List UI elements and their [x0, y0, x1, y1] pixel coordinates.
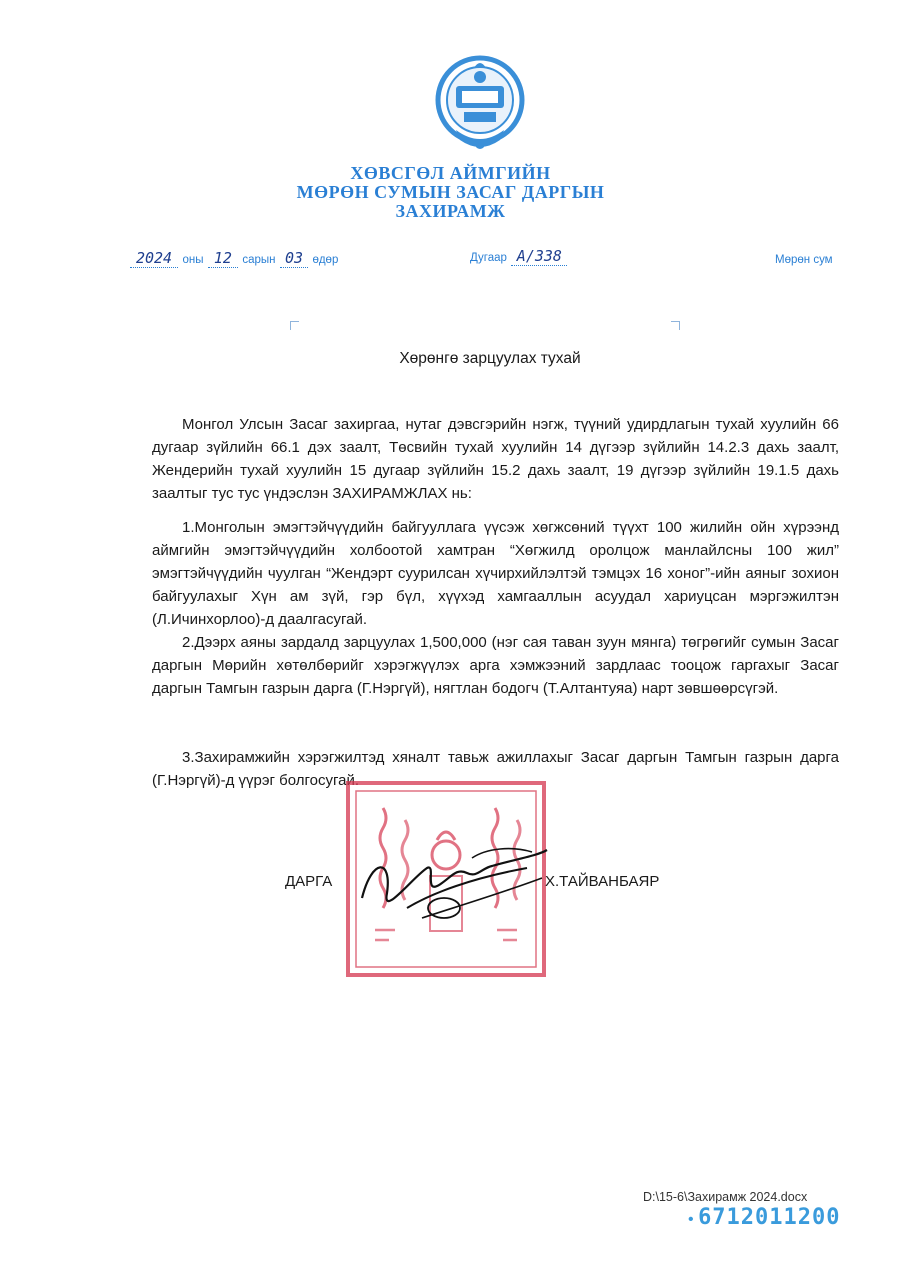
- order-number-label: Дугаар: [470, 252, 507, 264]
- paragraph-item-3: 3.Захирамжийн хэрэгжилтэд хяналт тавьж ажиллахыг Засаг даргын Тамгын газрын дарга (Г.Нэргүй)-д үүрэг болгосугай.: [152, 749, 839, 789]
- header-line-3: ЗАХИРАМЖ: [395, 201, 506, 221]
- date-day-suffix: өдөр: [312, 254, 339, 266]
- order-number: [470, 247, 567, 266]
- date-day: 03: [280, 249, 308, 268]
- signatory-position: ДАРГА: [285, 873, 333, 890]
- place-name: Мөрөн сум: [775, 254, 833, 266]
- state-emblem-icon: [434, 44, 526, 162]
- date-field: [130, 249, 338, 268]
- corner-mark-left: [290, 321, 299, 330]
- date-year-suffix: оны: [182, 254, 204, 266]
- date-month: 12: [208, 249, 238, 268]
- date-year: 2024: [130, 249, 178, 268]
- barcode-number: [688, 1205, 841, 1230]
- header-line-2: МӨРӨН СУМЫН ЗАСАГ ДАРГЫН: [296, 182, 605, 202]
- barcode-number-text: 6712011200: [698, 1205, 841, 1230]
- paragraph-item-2: 2.Дээрх аяны зардалд зарцуулах 1,500,000 (нэг сая таван зуун мянга) төгрөгийг сумын Засаг даргын Мөрийн хөтөлбөрийг хэрэгжүүлэх арга хэмжээний зардлаас тооцож гаргахыг Засаг даргын Тамгын газрын дарга (Г.Нэргүй), нягтлан бодогч (Т.Алтантуяа) нарт зөвшөөрсүгэй.: [152, 634, 839, 697]
- paragraph-preamble: Монгол Улсын Засаг захиргаа, нутаг дэвсгэрийн нэгж, түүний удирдлагын тухай хуулийн 66 дугаар зүйлийн 66.1 дэх заалт, Төсвийн тухай хуулийн 14 дүгээр зүйлийн 14.2.3 дахь заалт, Жендерийн тухай хуулийн 15 дугаар зүйлийн 15.2 дахь заалт, 19 дүгээр зүйлийн 19.1.5 дахь заалтыг тус тус үндэслэн ЗАХИРАМЖЛАХ нь:: [152, 416, 839, 502]
- paragraph-item-1: 1.Монголын эмэгтэйчүүдийн байгууллага үүсэж хөгжсөний түүхт 100 жилийн ойн хүрээнд аймгийн эмэгтэйчүүдийн холбоотой хамтран “Хөгжилд оролцож манлайлсны 100 жил” эмэгтэйчүүдийн чуулган “Жендэрт суурилсан хүчирхийлэлтэй тэмцэх 16 хоног”-ийн аяныг зохион байгуулахыг Хүн ам зүй, гэр бүл, хүүхэд хамгааллын асуудал хариуцсан мэргэжилтэн (Л.Ичинхорлоо)-д даалгасугай.: [152, 519, 839, 628]
- file-path: D:\15-6\Захирамж 2024.docx: [643, 1190, 808, 1204]
- date-month-suffix: сарын: [242, 254, 276, 266]
- signatory-name: Х.ТАЙВАНБАЯР: [545, 873, 660, 890]
- document-title: Хөрөнгө зарцуулах тухай: [399, 350, 581, 367]
- order-number-value: А/338: [511, 247, 567, 266]
- barcode-dot-icon: •: [688, 1211, 694, 1228]
- corner-mark-right: [671, 321, 680, 330]
- handwritten-signature-icon: [352, 838, 557, 928]
- header-line-1: ХӨВСГӨЛ АЙМГИЙН: [350, 163, 551, 183]
